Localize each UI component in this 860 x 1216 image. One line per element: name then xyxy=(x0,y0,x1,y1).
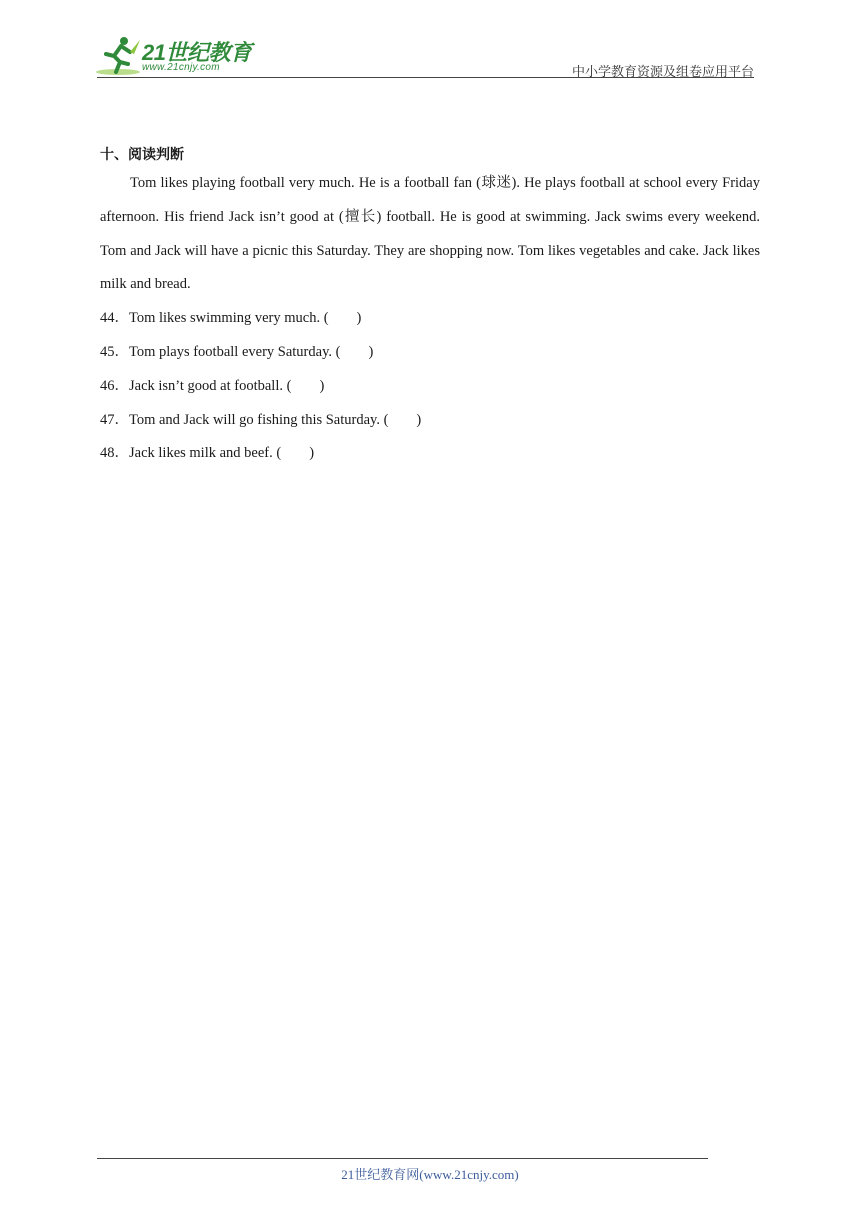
site-logo xyxy=(94,34,264,78)
question-number: 47． xyxy=(100,411,129,428)
question-number: 46． xyxy=(100,377,129,394)
question-46 xyxy=(100,370,760,404)
question-number: 45． xyxy=(100,343,129,360)
reading-passage: Tom likes playing football very much. He is a football fan (球迷). He plays football at school every Friday afternoon. His friend Jack isn’t good at (擅长) football. He is good at swimming. Jack swims every weekend. Tom and Jack will have a picnic this Saturday. They are shopping now. Tom likes vegetables and cake. Jack likes milk and bread. xyxy=(100,175,760,293)
question-47 xyxy=(100,404,760,438)
logo-text: 21世纪教育 xyxy=(142,40,252,65)
question-close-paren: ) xyxy=(368,343,374,360)
question-close-paren: ) xyxy=(356,310,362,327)
header-divider xyxy=(97,77,754,78)
question-close-paren: ) xyxy=(416,411,422,428)
question-close-paren: ) xyxy=(319,377,325,394)
question-text: Jack isn’t good at football. ( xyxy=(129,377,292,394)
question-close-paren: ) xyxy=(309,445,315,462)
logo-url: www.21cnjy.com xyxy=(142,62,220,73)
question-number: 44． xyxy=(100,310,129,327)
reading-section xyxy=(100,143,760,471)
question-44 xyxy=(100,302,760,336)
question-48 xyxy=(100,437,760,471)
header-slogan: 中小学教育资源及组卷应用平台 xyxy=(571,64,754,79)
question-text: Jack likes milk and beef. ( xyxy=(129,445,282,462)
page-header xyxy=(0,0,860,90)
runner-logo-icon xyxy=(94,34,142,78)
section-title: 十、阅读判断 xyxy=(100,147,184,163)
question-number: 48． xyxy=(100,445,129,462)
question-45 xyxy=(100,336,760,370)
question-text: Tom likes swimming very much. ( xyxy=(129,310,329,327)
question-text: Tom and Jack will go fishing this Saturday. ( xyxy=(129,411,389,428)
footer-link[interactable]: 21世纪教育网(www.21cnjy.com) xyxy=(341,1167,519,1182)
footer-divider xyxy=(97,1158,708,1159)
question-text: Tom plays football every Saturday. ( xyxy=(129,343,341,360)
